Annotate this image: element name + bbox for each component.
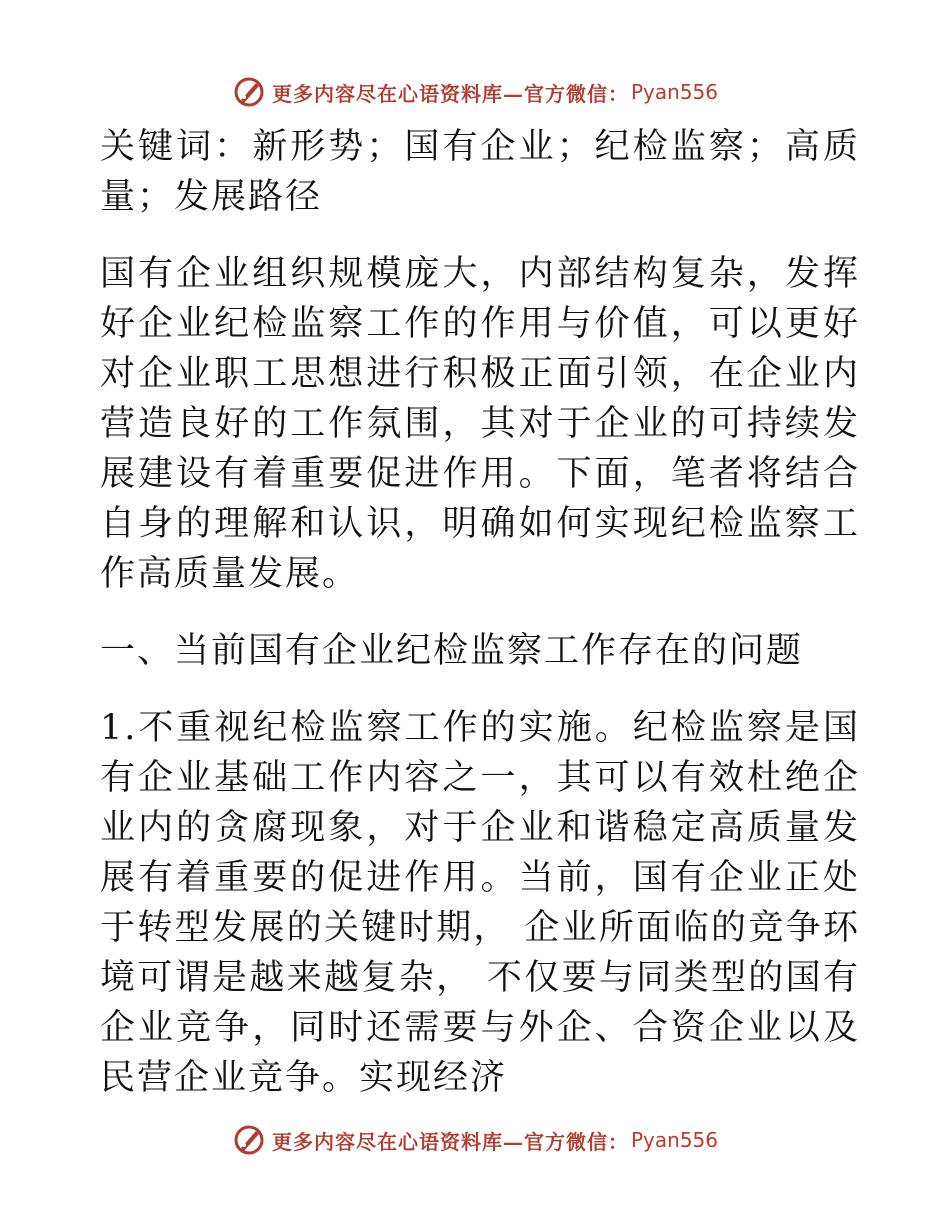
section-heading: 一、当前国有企业纪检监察工作存在的问题: [100, 631, 804, 671]
pen-logo-icon: [232, 1123, 266, 1157]
footer-watermark: [0, 1120, 950, 1160]
watermark-text: 更多内容尽在心语资料库—官方微信：: [271, 1129, 629, 1154]
document-body: [100, 122, 860, 1103]
watermark-id: Pyan556: [630, 1128, 718, 1152]
header-watermark: [0, 72, 950, 112]
keywords-paragraph: 关键词：新形势；国有企业；纪检监察；高质量；发展路径: [100, 127, 860, 217]
point-1-paragraph: 1.不重视纪检监察工作的实施。纪检监察是国有企业基础工作内容之一，其可以有效杜绝企业内的贪腐现象，对于企业和谐稳定高质量发展有着重要的促进作用。当前，国有企业正处于转型发展的关键时期， 企业所面临的竞争环境可谓是越来越复杂， 不仅要与同类型的国有企业竞争，同时还需要与外企、合资企业以及民营企业竞争。实现经济: [100, 708, 860, 1098]
watermark-text: 更多内容尽在心语资料库—官方微信：: [271, 81, 629, 106]
pen-logo-icon: [232, 75, 266, 109]
watermark-id: Pyan556: [630, 80, 718, 104]
intro-paragraph: 国有企业组织规模庞大，内部结构复杂，发挥好企业纪检监察工作的作用与价值，可以更好对企业职工思想进行积极正面引领，在企业内营造良好的工作氛围，其对于企业的可持续发展建设有着重要促进作用。下面，笔者将结合自身的理解和认识，明确如何实现纪检监察工作高质量发展。: [100, 254, 860, 594]
